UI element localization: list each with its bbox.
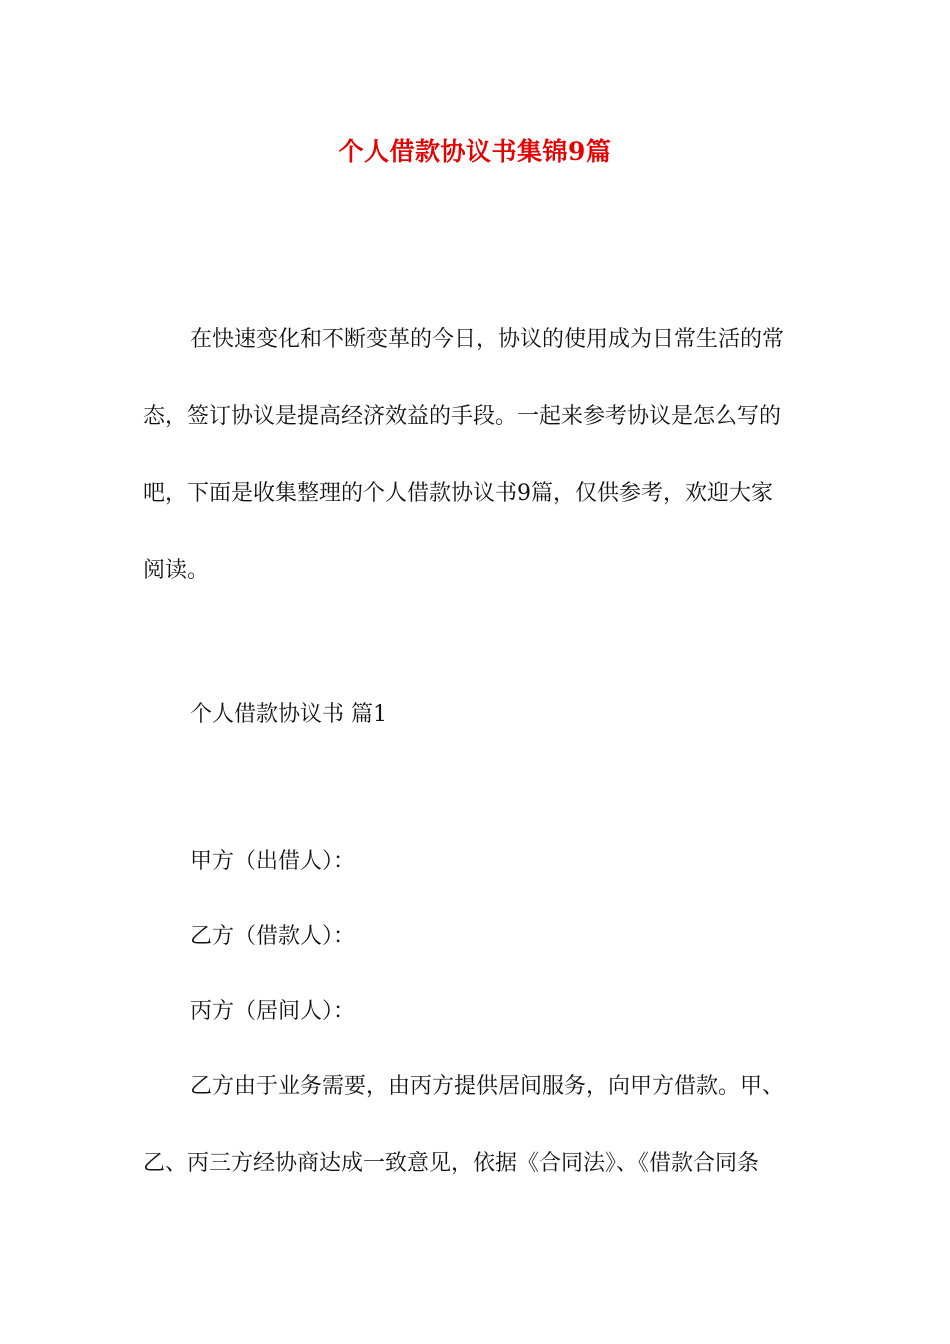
section-heading: 个人借款协议书 篇1 bbox=[190, 702, 387, 727]
clause-line-1: 乙方由于业务需要，由丙方提供居间服务，向甲方借款。甲、 bbox=[190, 1074, 785, 1099]
intro-line-3: 吧，下面是收集整理的个人借款协议书9篇，仅供参考，欢迎大家 bbox=[143, 481, 773, 506]
party-lender: 甲方（出借人）： bbox=[190, 849, 356, 874]
intro-line-2: 态，签订协议是提高经济效益的手段。一起来参考协议是怎么写的 bbox=[143, 404, 782, 429]
intro-line-1: 在快速变化和不断变革的今日，协议的使用成为日常生活的常 bbox=[190, 327, 785, 352]
intro-line-4: 阅读。 bbox=[143, 558, 210, 583]
clause-line-2: 乙、丙三方经协商达成一致意见，依据《合同法》、《借款合同条 bbox=[143, 1151, 760, 1176]
party-intermediary: 丙方（居间人）： bbox=[190, 999, 356, 1024]
party-borrower: 乙方（借款人）： bbox=[190, 924, 356, 949]
document-title: 个人借款协议书集锦9篇 bbox=[338, 137, 612, 166]
